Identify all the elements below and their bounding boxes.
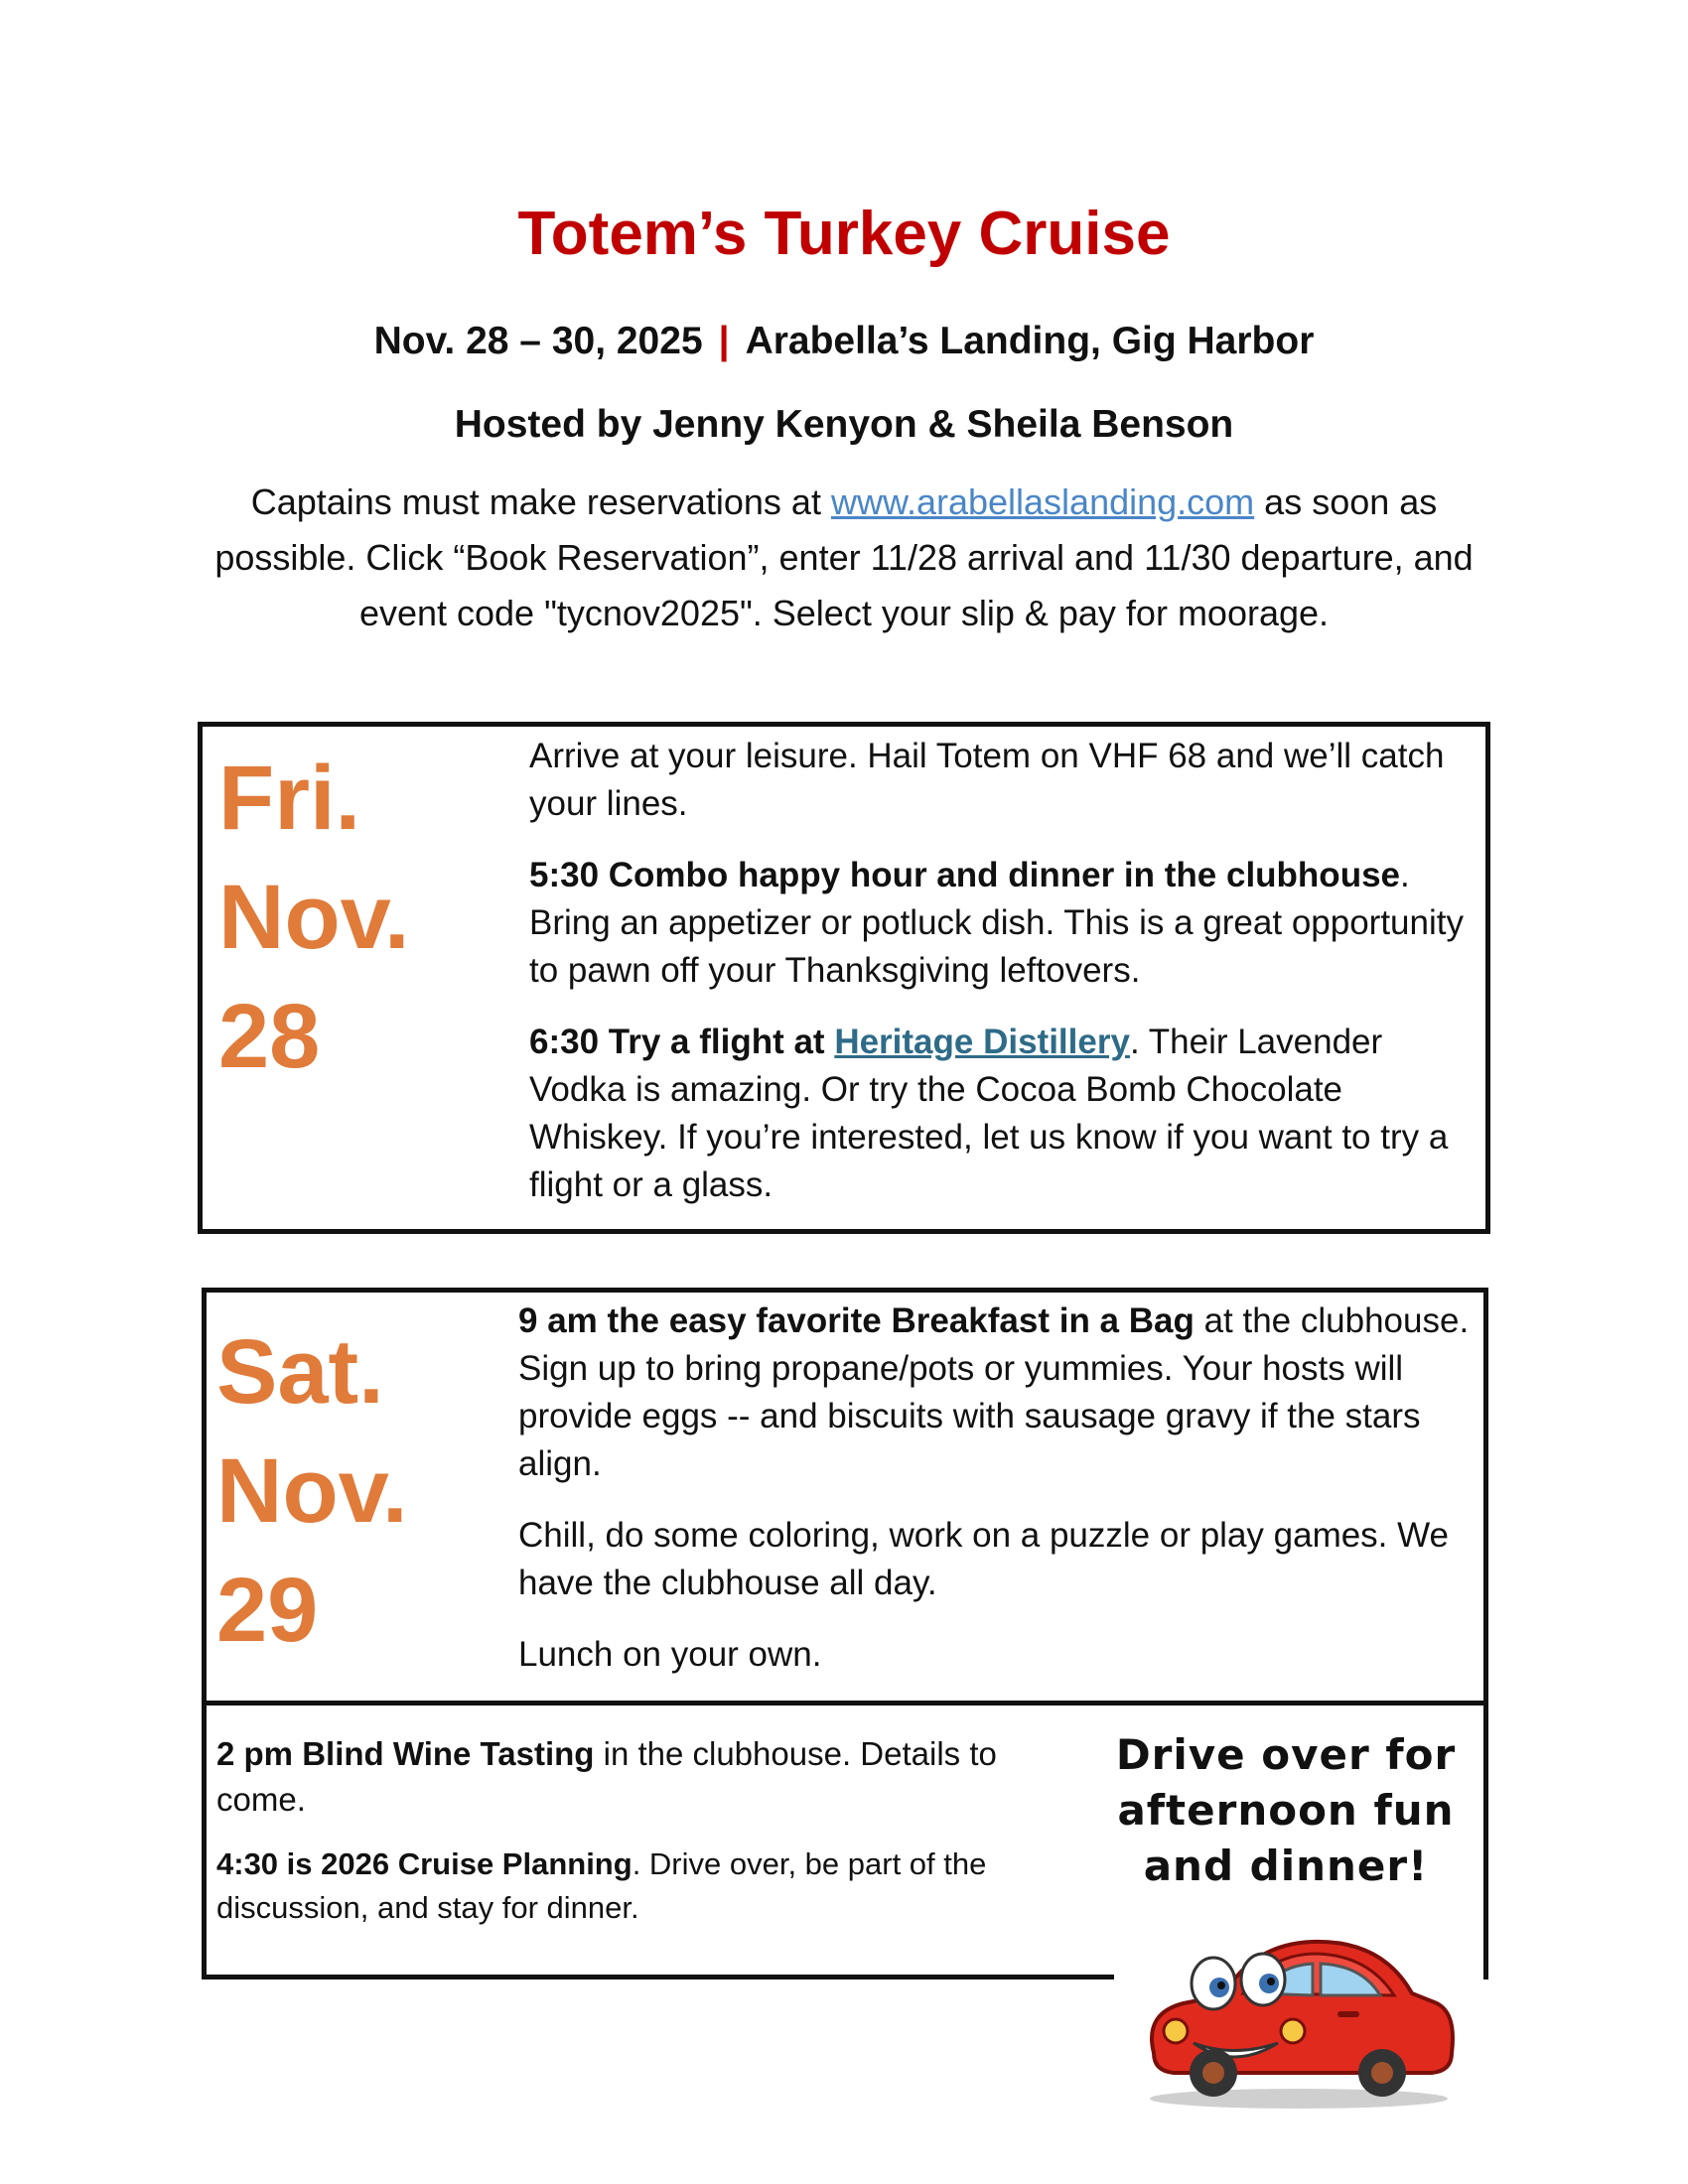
saturday-month: Nov. xyxy=(216,1440,408,1542)
friday-events xyxy=(529,733,1482,1233)
wine-tasting xyxy=(216,1731,1060,1823)
breakfast-title: 9 am the easy favorite Breakfast in a Bag xyxy=(518,1301,1195,1340)
saturday-day-number: 29 xyxy=(216,1560,319,1661)
friday-distillery xyxy=(529,1019,1482,1209)
intro-text-before: Captains must make reservations at xyxy=(250,481,831,522)
cartoon-car-illustration xyxy=(1114,1904,1483,2113)
intro-text-after: as soon as possible. Click “Book Reservation”, enter 11/28 arrival and 11/30 departure, and event code "tycnov2025". Select your slip & pay for moorage. xyxy=(214,481,1474,633)
friday-happy-hour xyxy=(529,852,1482,995)
saturday-breakfast xyxy=(518,1297,1481,1488)
happy-hour-title: 5:30 Combo happy hour and dinner in the clubhouse xyxy=(529,856,1400,894)
wine-tasting-details: in the clubhouse. Details to come. xyxy=(216,1735,997,1818)
drive-over-promo xyxy=(1102,1727,1470,1894)
happy-hour-details: . Bring an appetizer or potluck dish. This is a great opportunity to pawn off your Thanksgiving leftovers. xyxy=(529,856,1464,990)
promo-line-3: and dinner! xyxy=(1143,1842,1429,1890)
saturday-lunch: Lunch on your own. xyxy=(518,1635,822,1674)
saturday-events xyxy=(518,1297,1481,1703)
promo-line-2: afternoon fun xyxy=(1117,1786,1455,1835)
cruise-planning-title: 4:30 is 2026 Cruise Planning xyxy=(216,1846,633,1881)
saturday-chill: Chill, do some coloring, work on a puzzle or play games. We have the clubhouse all day. xyxy=(518,1516,1450,1602)
page-title: Totem’s Turkey Cruise xyxy=(517,200,1171,268)
distillery-details: . Their Lavender Vodka is amazing. Or try the Cocoa Bomb Chocolate Whiskey. If you’re interested, let us know if you want to try a flight or a glass. xyxy=(529,1023,1449,1204)
saturday-day-name: Sat. xyxy=(216,1321,384,1423)
heritage-distillery-link[interactable]: Heritage Distillery xyxy=(834,1023,1130,1061)
cruise-planning xyxy=(216,1843,1060,1930)
friday-day-number: 28 xyxy=(218,986,321,1087)
wine-tasting-title: 2 pm Blind Wine Tasting xyxy=(216,1735,595,1772)
friday-schedule-box xyxy=(198,722,1490,1234)
friday-date-label xyxy=(218,739,410,1096)
friday-arrival: Arrive at your leisure. Hail Totem on VHF 68 and we’ll catch your lines. xyxy=(529,737,1445,823)
hosted-by: Hosted by Jenny Kenyon & Sheila Benson xyxy=(454,403,1234,446)
saturday-date-label xyxy=(216,1312,408,1670)
reservation-link[interactable]: www.arabellaslanding.com xyxy=(830,481,1255,522)
distillery-title: 6:30 Try a flight at xyxy=(529,1023,835,1061)
friday-month: Nov. xyxy=(218,867,410,968)
breakfast-details: at the clubhouse. Sign up to bring propane/pots or yummies. Your hosts will provide eggs -- and biscuits with sausage gravy if the stars align. xyxy=(518,1301,1470,1483)
saturday-afternoon-events xyxy=(216,1731,1060,1950)
saturday-divider xyxy=(207,1701,1483,1706)
friday-day-name: Fri. xyxy=(218,748,361,849)
red-car-icon xyxy=(1114,1904,1483,2113)
event-location: Arabella’s Landing, Gig Harbor xyxy=(745,320,1315,362)
promo-line-1: Drive over for xyxy=(1115,1730,1457,1779)
event-dates: Nov. 28 – 30, 2025 xyxy=(373,320,703,362)
cruise-planning-details: . Drive over, be part of the discussion, and stay for dinner. xyxy=(216,1846,987,1925)
separator: | xyxy=(718,320,730,362)
reservation-instructions xyxy=(199,475,1489,641)
event-dates-location xyxy=(0,320,1688,363)
